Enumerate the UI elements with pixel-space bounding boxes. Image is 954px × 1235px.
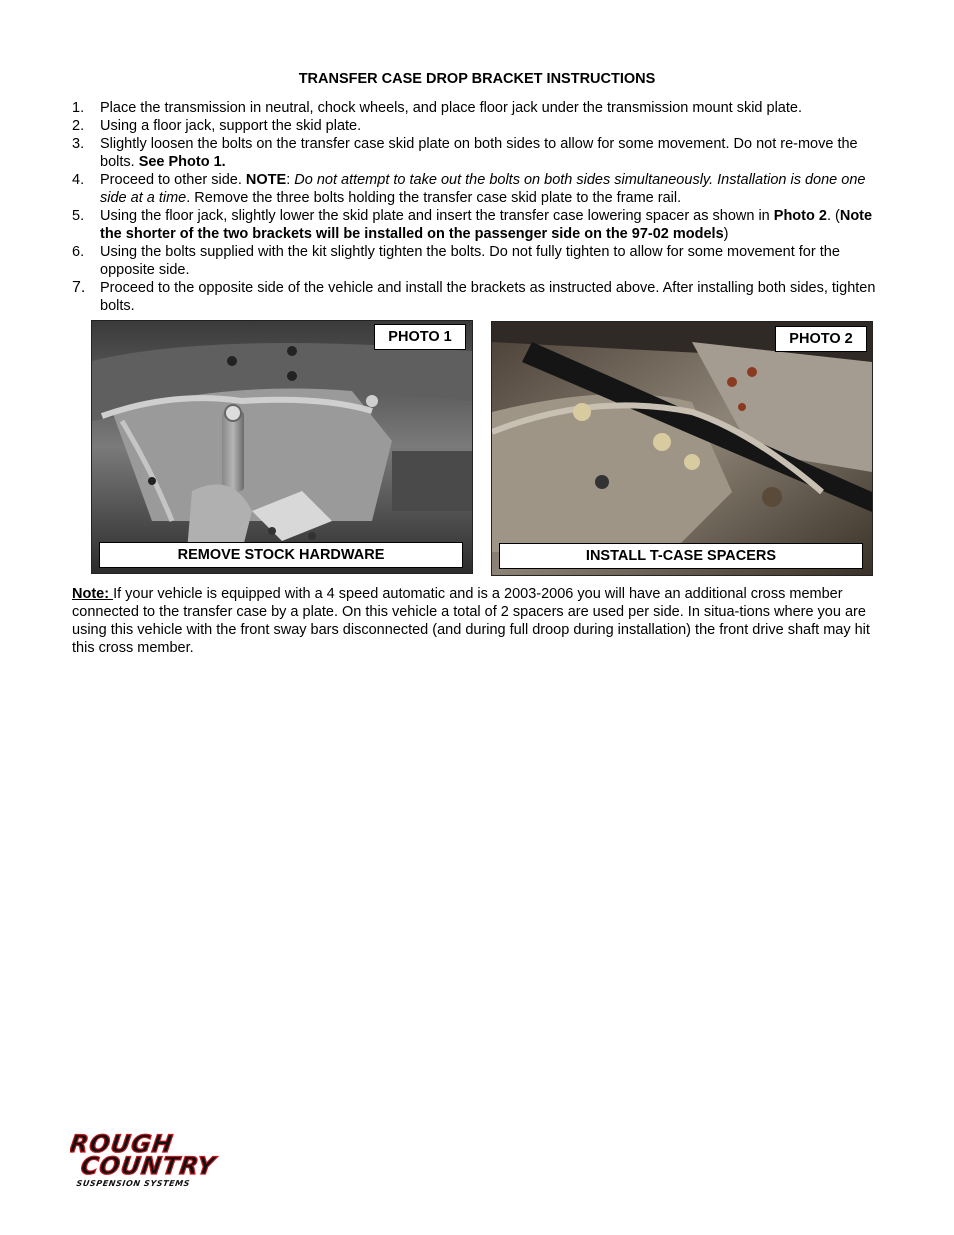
photo-2-caption: INSTALL T-CASE SPACERS <box>499 543 863 569</box>
step-number: 3. <box>72 136 85 152</box>
step-text-run: See Photo 1. <box>138 154 226 170</box>
step-number: 5. <box>72 208 85 224</box>
step-text <box>100 117 884 135</box>
step-text-run: Slightly loosen the bolts on the transfer case skid plate on both sides to allow for some movement. Do not re-move the bolts. <box>100 136 858 170</box>
rough-country-logo <box>70 1130 260 1190</box>
step-item <box>72 117 884 135</box>
step-text-run: ) <box>723 226 729 242</box>
step-text <box>100 171 884 207</box>
photo-1-tag: PHOTO 1 <box>374 324 466 350</box>
photo-1-image <box>92 321 472 573</box>
photo-2-image <box>492 322 872 575</box>
photo-1-remove-hardware <box>91 320 473 574</box>
logo-text-rough: ROUGH <box>70 1130 176 1158</box>
photo-2-install-spacers <box>491 321 873 576</box>
step-number: 4. <box>72 172 85 188</box>
page-title: TRANSFER CASE DROP BRACKET INSTRUCTIONS <box>298 71 656 87</box>
step-text-run: Proceed to the opposite side of the vehicle and install the brackets as instructed above. After installing both sides, tighten bolts. <box>100 280 876 314</box>
step-number: 7. <box>72 279 86 296</box>
step-text-run: Using the floor jack, slightly lower the skid plate and insert the transfer case lowering spacer as shown in <box>100 208 774 224</box>
step-text-run: Do not attempt to take out the bolts on both sides simultaneously. Installation is done one side at a time <box>100 172 866 206</box>
note-text: If your vehicle is equipped with a 4 speed automatic and is a 2003-2006 you will have an additional cross member connected to the transfer case by a plate. On this vehicle a total of 2 spacers are used per side. In situa-tions where you are using this vehicle with the front sway bars disconnected (and during full droop during installation) the front drive shaft may hit this cross member. <box>72 586 870 656</box>
step-item <box>72 171 884 207</box>
step-text <box>100 207 884 243</box>
step-text <box>100 279 884 315</box>
step-item <box>72 99 884 117</box>
step-text-run: Place the transmission in neutral, chock wheels, and place floor jack under the transmission mount skid plate. <box>100 100 802 116</box>
step-item <box>72 207 884 243</box>
step-text-run: . ( <box>826 208 840 224</box>
step-text <box>100 99 884 117</box>
note-label: Note: <box>72 586 114 602</box>
step-text-run: NOTE <box>245 172 287 188</box>
step-text-run: Photo 2 <box>773 208 827 224</box>
step-text-run: . Remove the three bolts holding the transfer case skid plate to the frame rail. <box>186 190 682 206</box>
step-text <box>100 243 884 279</box>
note-paragraph <box>72 585 884 657</box>
step-item <box>72 135 884 171</box>
step-number: 2. <box>72 118 85 134</box>
step-item <box>72 279 884 315</box>
instruction-steps <box>72 99 884 315</box>
step-number: 1. <box>72 100 85 116</box>
step-text-run: Proceed to other side. <box>100 172 246 188</box>
step-text-run: Note the shorter of the two brackets will be installed on the passenger side on the 97-02 models <box>100 208 873 242</box>
step-item <box>72 243 884 279</box>
step-number: 6. <box>72 244 85 260</box>
step-text <box>100 135 884 171</box>
rough-country-logo-image <box>70 1130 260 1190</box>
step-text-run: Using a floor jack, support the skid plate. <box>100 118 362 134</box>
step-text-run: Using the bolts supplied with the kit slightly tighten the bolts. Do not fully tighten to allow for some movement for the opposite side. <box>100 244 840 278</box>
photo-1-caption: REMOVE STOCK HARDWARE <box>99 542 463 568</box>
step-text-run: : <box>286 172 295 188</box>
photo-2-tag: PHOTO 2 <box>775 326 867 352</box>
logo-text-suspension: SUSPENSION SYSTEMS <box>75 1179 191 1188</box>
logo-text-country: COUNTRY <box>78 1152 218 1180</box>
